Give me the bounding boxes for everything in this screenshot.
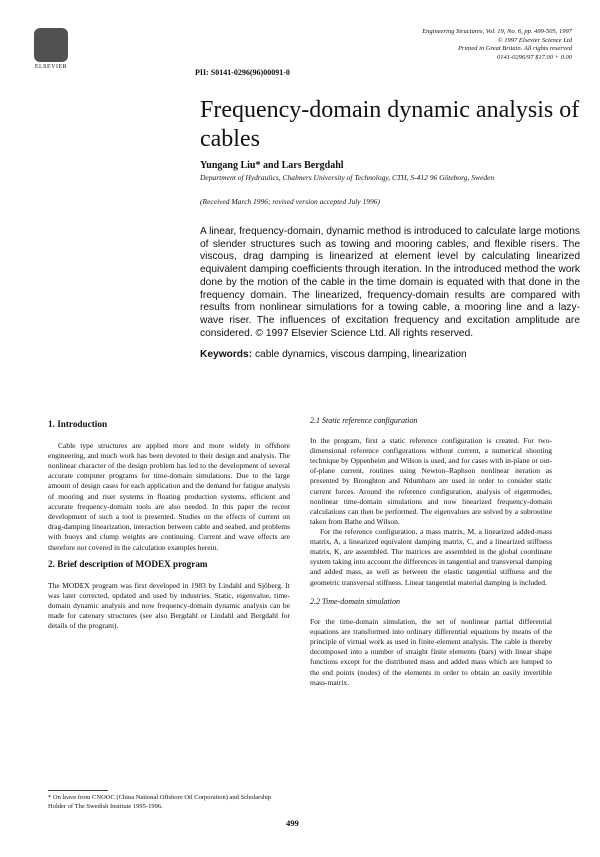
copyright-line: © 1997 Elsevier Science Ltd [497, 36, 572, 44]
publisher-logo [28, 28, 74, 80]
journal-info [420, 28, 572, 62]
introduction-text: Cable type structures are applied more and more widely in offshore engineering, and much work has been devoted to their design and analysis. The nonlinear character of the design problem has led to the development of several accurate computer programs for time-domain simulations. Due to the large amount of design cases for each application and the demand for fatigue analysis of mooring and riser systems in floating production systems, efficient and accurate frequency-domain tools are also needed. In this paper the recent development of such a tool is presented. Studies on the effects of current on drag-damping linearization, interaction between cable and seabed, and problems with buoys and clump weights are continuing. Current and wave effects are therefore not covered in the calculation examples herein. [48, 440, 290, 552]
subsection-heading-static: 2.1 Static reference configuration [310, 416, 418, 425]
time-domain-text: For the time-domain simulation, the set of nonlinear partial differential equations are transformed into ordinary differential equations by means of the principle of virtual work as used in finite-element analysis. The cable is thereby decomposed into a number of straight finite elements (bars) with linear shape functions except for the distributed mass and added mass which are lumped to the end points (nodes) of the elements in order to obtain an easily invertible mass-matrix. [310, 616, 552, 687]
keywords-list: cable dynamics, viscous damping, linearization [254, 349, 467, 360]
received-dates: (Received March 1996; revised version accepted July 1996) [200, 197, 380, 206]
footnote: * On leave from CNOOC (China National Offshore Oil Corporation) and Scholarship Holder of The Swedish Institute 1995-1996. [48, 794, 272, 810]
affiliation: Department of Hydraulics, Chalmers University of Technology, CTH, S-412 96 Göteborg, Sweden [200, 173, 495, 182]
modex-text: The MODEX program was first developed in 1983 by Lindahl and Sjöberg. It was later corrected, updated and used by industries. Static, eigenvalue, time-domain dynamic analysis and now frequency-domain dynamic analysis can be made for catenary structures (see also Bergdahl or Lindahl and Bergdahl for details of the program). [48, 580, 290, 631]
logo-caption: ELSEVIER [34, 64, 68, 70]
subsection-heading-time-domain: 2.2 Time-domain simulation [310, 597, 401, 606]
abstract: A linear, frequency-domain, dynamic method is introduced to calculate large motions of slender structures such as towing and mooring cables, and flexible risers. The viscous, drag damping is linearized at element level by calculating linearized equivalent damping coefficients through iteration. In the introduced method the work done by the motion of the cable in the time domain is equated with that done in the frequency domain. The linearized, frequency-domain results are compared with results from nonlinear simulations for a towing cable, a mooring line and a lazy-wave riser. The influences of excitation frequency and excitation amplitude are considered. © 1997 Elsevier Science Ltd. All rights reserved. [200, 226, 580, 339]
journal-citation: Engineering Structures, Vol. 19, No. 6, pp. 499-505, 1997 [422, 28, 572, 35]
matrices-text: For the reference configuration, a mass matrix, M, a linearized added-mass matrix, A, a linearized equivalent damping matrix, C, and a linearized stiffness matrix, K, are assembled. The matrices are assembled in the global coordinate system taking into account the differences in tangential and transversal damping and added mass, as well as between the elastic tangential stiffness and the geometric transversal stiffness. Linear tangential material damping is included. [310, 526, 552, 587]
section-heading-introduction: 1. Introduction [48, 419, 108, 429]
section-heading-modex: 2. Brief description of MODEX program [48, 559, 208, 569]
page-number: 499 [286, 818, 299, 828]
pii-code: PII: S0141-0296(96)00091-0 [195, 68, 290, 77]
paper-title: Frequency-domain dynamic analysis of cables [200, 97, 580, 152]
footnote-rule [48, 790, 108, 791]
tree-logo-icon [34, 28, 68, 62]
issn-price: 0141-0296/97 $17.00 + 0.00 [497, 53, 572, 61]
keywords [200, 349, 580, 360]
authors: Yungang Liu* and Lars Bergdahl [200, 160, 344, 171]
printed-line: Printed in Great Britain. All rights reserved [457, 45, 572, 52]
static-config-text: In the program, first a static reference configuration is created. For two-dimensional reference configurations without current, a numerical shooting technique by Oppenheim and Wilson is used, and for cases with in-plane or out-of-plane current, routines using Newton–Raphson nonlinear iteration as presented by Broughton and Ndumbaro are used in order to consider static current forces. Around the reference configuration, analysis of eigenmodes, nonlinear time-domain simulations and now linearized frequency-domain calculations can then be performed. The eigenvalues are solved by a subroutine taken from Bathe and Wilson. [310, 435, 552, 527]
keywords-label: Keywords: [200, 349, 253, 360]
